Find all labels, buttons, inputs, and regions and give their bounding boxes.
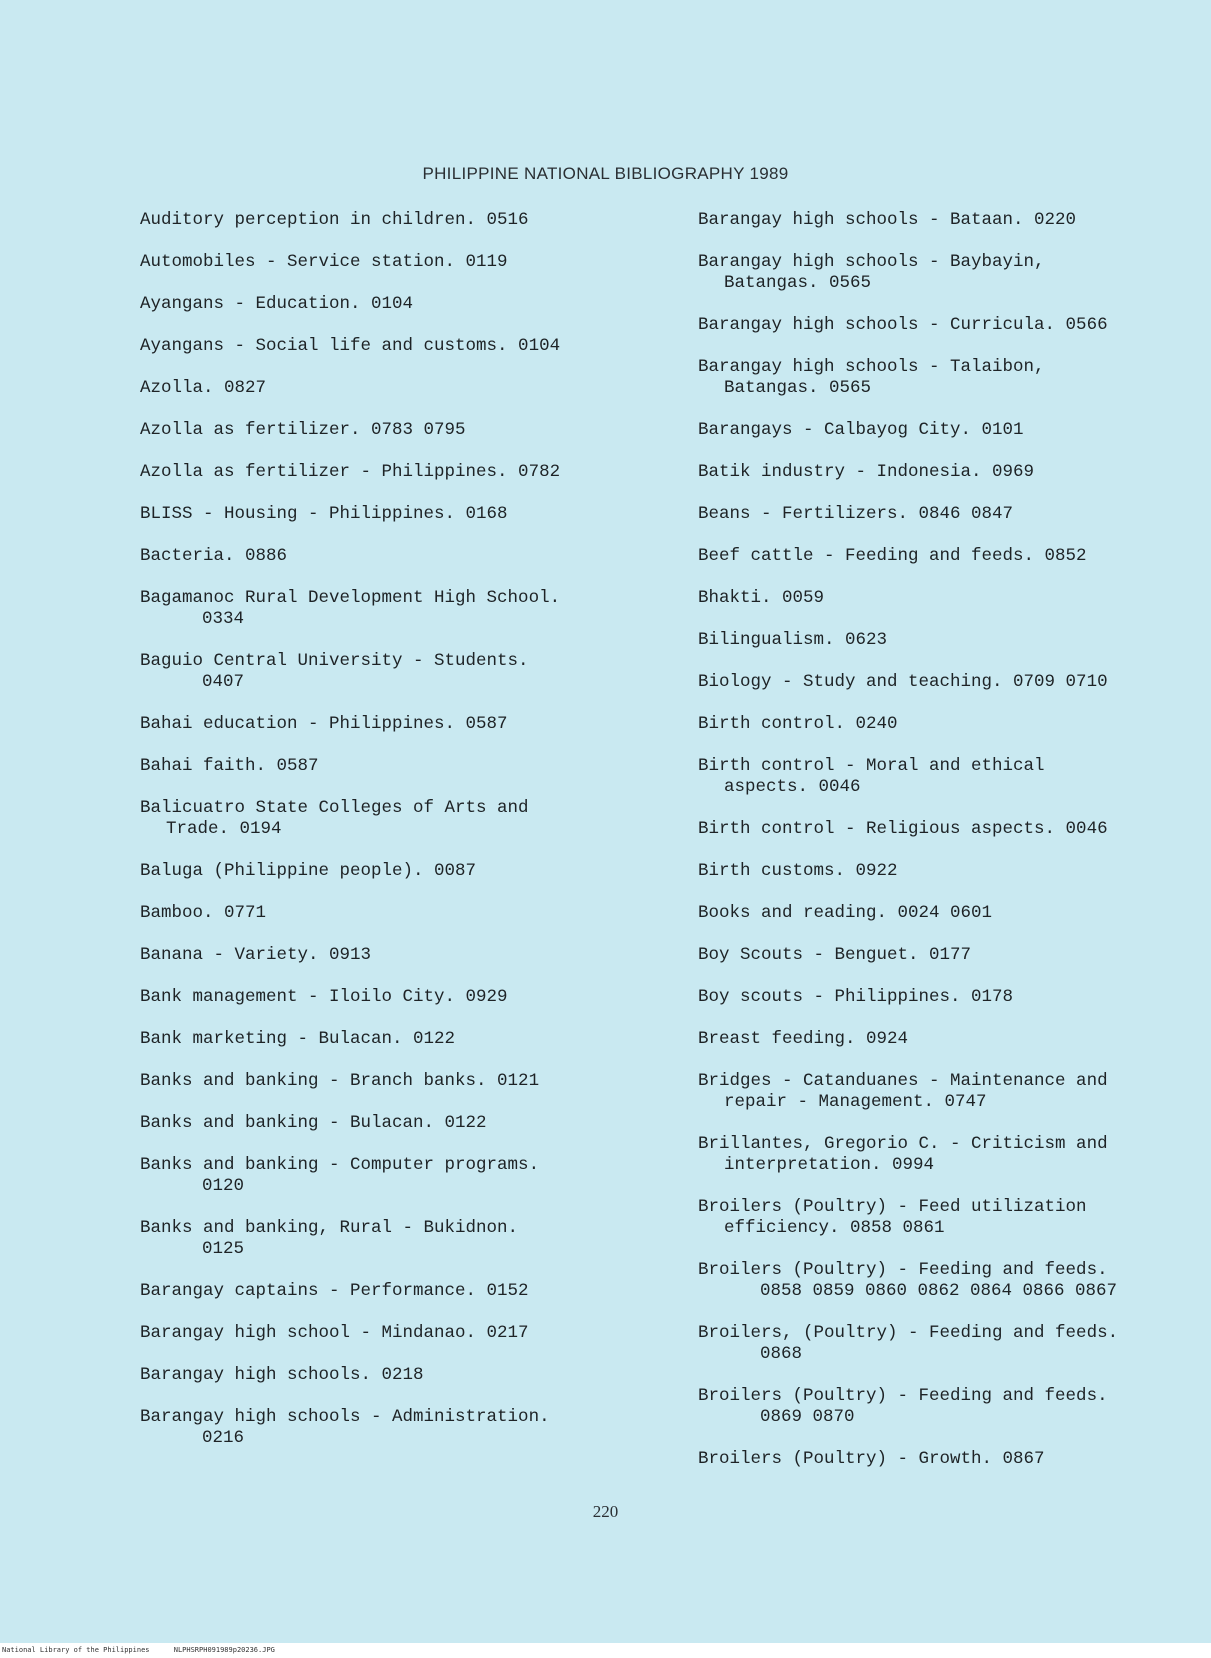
entry-heading: Bacteria. 0886 xyxy=(140,546,288,566)
index-entry xyxy=(140,1071,660,1092)
entry-numbers: 0334 xyxy=(202,609,245,629)
index-entry xyxy=(140,1365,660,1386)
index-entry xyxy=(698,252,1206,294)
entry-heading: Automobiles - Service station. 0119 xyxy=(140,252,508,272)
index-entry xyxy=(140,294,660,315)
index-entry xyxy=(698,1449,1206,1470)
index-entry xyxy=(698,462,1206,483)
index-entry xyxy=(140,504,660,525)
entry-heading: Bank management - Iloilo City. 0929 xyxy=(140,987,508,1007)
entry-heading: Biology - Study and teaching. 0709 0710 xyxy=(698,672,1108,692)
entry-heading: Bhakti. 0059 xyxy=(698,588,825,608)
entry-heading: Bamboo. 0771 xyxy=(140,903,267,923)
entry-heading: Ayangans - Education. 0104 xyxy=(140,294,414,314)
entry-heading: BLISS - Housing - Philippines. 0168 xyxy=(140,504,508,524)
index-entry xyxy=(698,861,1206,882)
index-entry xyxy=(698,903,1206,924)
entry-heading: Bahai faith. 0587 xyxy=(140,756,319,776)
entry-heading: Bank marketing - Bulacan. 0122 xyxy=(140,1029,456,1049)
entry-heading: Birth control. 0240 xyxy=(698,714,898,734)
entry-heading: Barangay high schools - Curricula. 0566 xyxy=(698,315,1108,335)
page-header: PHILIPPINE NATIONAL BIBLIOGRAPHY 1989 xyxy=(422,164,789,183)
index-entry xyxy=(140,546,660,567)
page-number: 220 xyxy=(592,1502,619,1521)
entry-heading: Broilers (Poultry) - Feed utilization xyxy=(698,1197,1087,1217)
entry-heading: Broilers (Poultry) - Feeding and feeds. xyxy=(698,1260,1108,1280)
index-entry xyxy=(140,420,660,441)
index-entry xyxy=(140,1281,660,1302)
entry-heading: Barangay high school - Mindanao. 0217 xyxy=(140,1323,529,1343)
index-entry xyxy=(140,1218,660,1260)
index-entry xyxy=(140,336,660,357)
entry-numbers: 0125 xyxy=(202,1239,245,1259)
index-entry xyxy=(140,210,660,231)
index-entry xyxy=(140,945,660,966)
entry-heading: Barangay high schools. 0218 xyxy=(140,1365,424,1385)
entry-heading: Brillantes, Gregorio C. - Criticism and xyxy=(698,1134,1108,1154)
entry-heading: Birth control - Moral and ethical xyxy=(698,756,1045,776)
index-entry xyxy=(140,861,660,882)
index-entry xyxy=(140,1029,660,1050)
entry-heading: Azolla as fertilizer - Philippines. 0782 xyxy=(140,462,561,482)
index-entry xyxy=(140,1323,660,1344)
entry-heading: Baguio Central University - Students. xyxy=(140,651,529,671)
index-entry xyxy=(698,756,1206,798)
index-entry xyxy=(698,315,1206,336)
index-entry xyxy=(698,672,1206,693)
index-entry xyxy=(140,714,660,735)
entry-heading: Azolla as fertilizer. 0783 0795 xyxy=(140,420,466,440)
entry-heading: Boy scouts - Philippines. 0178 xyxy=(698,987,1014,1007)
footer-file: NLPHSRPH091989p20236.JPG xyxy=(173,1646,275,1654)
index-column-right xyxy=(698,210,1206,1491)
entry-continuation: aspects. 0046 xyxy=(724,777,861,797)
index-entry xyxy=(698,819,1206,840)
index-entry xyxy=(140,987,660,1008)
entry-numbers: 0407 xyxy=(202,672,245,692)
index-entry xyxy=(140,1155,660,1197)
entry-continuation: Batangas. 0565 xyxy=(724,378,872,398)
index-entry xyxy=(698,1323,1206,1365)
entry-continuation: Trade. 0194 xyxy=(166,819,282,839)
index-entry xyxy=(698,714,1206,735)
index-column-left xyxy=(140,210,660,1470)
entry-heading: Barangay high schools - Baybayin, xyxy=(698,252,1045,272)
entry-heading: Barangay high schools - Talaibon, xyxy=(698,357,1045,377)
entry-heading: Broilers (Poultry) - Growth. 0867 xyxy=(698,1449,1045,1469)
index-entry xyxy=(140,1113,660,1134)
entry-numbers: 0120 xyxy=(202,1176,245,1196)
index-entry xyxy=(698,1197,1206,1239)
entry-heading: Barangays - Calbayog City. 0101 xyxy=(698,420,1024,440)
entry-heading: Bahai education - Philippines. 0587 xyxy=(140,714,508,734)
index-entry xyxy=(140,1407,660,1449)
entry-heading: Broilers (Poultry) - Feeding and feeds. xyxy=(698,1386,1108,1406)
index-entry xyxy=(698,546,1206,567)
entry-heading: Birth control - Religious aspects. 0046 xyxy=(698,819,1108,839)
entry-numbers: 0868 xyxy=(760,1344,803,1364)
entry-heading: Banks and banking - Computer programs. xyxy=(140,1155,540,1175)
index-entry xyxy=(698,357,1206,399)
index-entry xyxy=(140,798,660,840)
index-entry xyxy=(140,903,660,924)
entry-heading: Boy Scouts - Benguet. 0177 xyxy=(698,945,972,965)
entry-heading: Ayangans - Social life and customs. 0104 xyxy=(140,336,561,356)
entry-heading: Balicuatro State Colleges of Arts and xyxy=(140,798,529,818)
index-entry xyxy=(140,252,660,273)
entry-heading: Broilers, (Poultry) - Feeding and feeds. xyxy=(698,1323,1119,1343)
entry-heading: Barangay high schools - Administration. xyxy=(140,1407,550,1427)
entry-heading: Azolla. 0827 xyxy=(140,378,267,398)
index-entry xyxy=(698,1071,1206,1113)
entry-heading: Banks and banking - Bulacan. 0122 xyxy=(140,1113,487,1133)
index-entry xyxy=(698,1134,1206,1176)
index-entry xyxy=(698,588,1206,609)
index-entry xyxy=(698,1029,1206,1050)
index-entry xyxy=(698,504,1206,525)
entry-heading: Birth customs. 0922 xyxy=(698,861,898,881)
entry-heading: Beans - Fertilizers. 0846 0847 xyxy=(698,504,1014,524)
index-entry xyxy=(698,1260,1206,1302)
entry-continuation: interpretation. 0994 xyxy=(724,1155,935,1175)
index-entry xyxy=(698,210,1206,231)
entry-numbers: 0869 0870 xyxy=(760,1407,855,1427)
entry-continuation: efficiency. 0858 0861 xyxy=(724,1218,945,1238)
footer-library: National Library of the Philippines xyxy=(2,1646,150,1654)
entry-heading: Bagamanoc Rural Development High School. xyxy=(140,588,561,608)
entry-continuation: Batangas. 0565 xyxy=(724,273,872,293)
index-entry xyxy=(698,420,1206,441)
entry-numbers: 0858 0859 0860 0862 0864 0866 0867 xyxy=(760,1281,1118,1301)
index-entry xyxy=(140,651,660,693)
entry-heading: Barangay high schools - Bataan. 0220 xyxy=(698,210,1077,230)
index-entry xyxy=(140,756,660,777)
entry-heading: Banks and banking - Branch banks. 0121 xyxy=(140,1071,540,1091)
entry-heading: Baluga (Philippine people). 0087 xyxy=(140,861,477,881)
scan-footer xyxy=(0,1643,1211,1658)
entry-heading: Beef cattle - Feeding and feeds. 0852 xyxy=(698,546,1087,566)
index-entry xyxy=(698,1386,1206,1428)
entry-numbers: 0216 xyxy=(202,1428,245,1448)
entry-heading: Bridges - Catanduanes - Maintenance and xyxy=(698,1071,1108,1091)
entry-heading: Batik industry - Indonesia. 0969 xyxy=(698,462,1035,482)
entry-heading: Bilingualism. 0623 xyxy=(698,630,888,650)
index-entry xyxy=(698,630,1206,651)
entry-heading: Banana - Variety. 0913 xyxy=(140,945,372,965)
index-entry xyxy=(140,462,660,483)
entry-heading: Breast feeding. 0924 xyxy=(698,1029,909,1049)
entry-continuation: repair - Management. 0747 xyxy=(724,1092,987,1112)
entry-heading: Barangay captains - Performance. 0152 xyxy=(140,1281,529,1301)
index-entry xyxy=(140,378,660,399)
entry-heading: Auditory perception in children. 0516 xyxy=(140,210,529,230)
entry-heading: Banks and banking, Rural - Bukidnon. xyxy=(140,1218,519,1238)
index-entry xyxy=(698,987,1206,1008)
index-entry xyxy=(140,588,660,630)
entry-heading: Books and reading. 0024 0601 xyxy=(698,903,993,923)
index-entry xyxy=(698,945,1206,966)
